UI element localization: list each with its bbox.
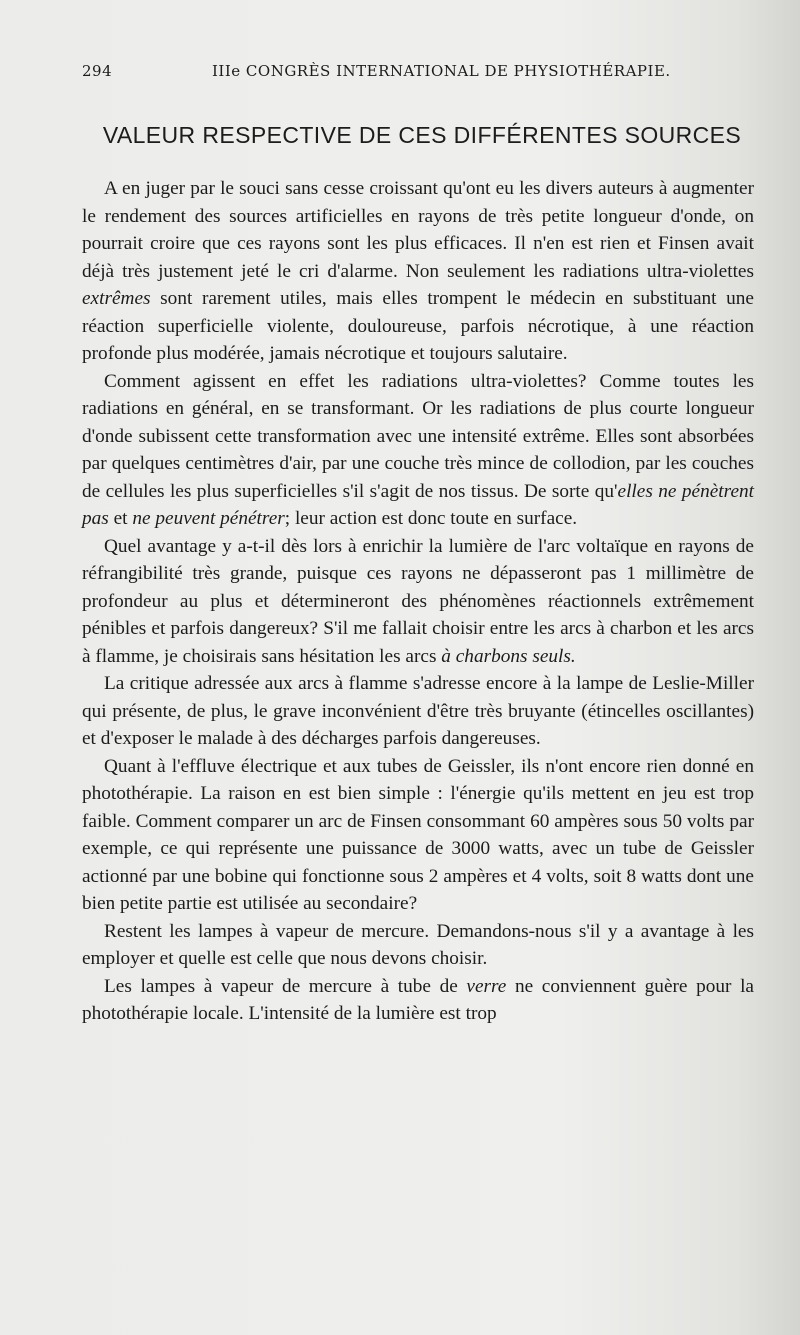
text-run: Les lampes à vapeur de mercure à tube de xyxy=(104,975,467,997)
italic-text: extrêmes xyxy=(82,288,151,309)
paragraph xyxy=(82,175,754,368)
page-number: 294 xyxy=(82,62,113,80)
body-text xyxy=(82,175,754,1028)
text-run: ; leur action est donc toute en surface. xyxy=(284,508,578,529)
paragraph xyxy=(82,368,754,533)
text-run: et xyxy=(108,508,133,529)
running-title: IIIe CONGRÈS INTERNATIONAL DE PHYSIOTHÉRAPIE. xyxy=(212,62,671,80)
running-header xyxy=(82,62,742,80)
italic-text: elles ne pénètrent pas xyxy=(82,480,754,529)
paragraph xyxy=(82,533,754,671)
paragraph xyxy=(82,670,754,753)
text-run: sont rarement utiles, mais elles trompent le médecin en substituant une réaction superficielle violente, douloureuse, parfois nécrotique, à une réaction profonde plus modérée, jamais nécrotique et toujours salutaire. xyxy=(82,288,754,364)
section-title: VALEUR RESPECTIVE DE CES DIFFÉRENTES SOURCES xyxy=(102,122,742,148)
text-run: ne conviennent guère pour la photothérapie locale. L'intensité de la lumière est trop xyxy=(82,975,754,1024)
text-run: Restent les lampes à vapeur de mercure. Demandons-nous s'il y a avantage à les employer et quelle est celle que nous devons choisir. xyxy=(82,920,754,969)
paragraph xyxy=(82,973,754,1028)
text-run: A en juger par le souci sans cesse croissant qu'ont eu les divers auteurs à augmenter le rendement des sources artificielles en rayons de très petite longueur d'onde, on pourrait croire que ces rayons sont les plus efficaces. Il n'en est rien et Finsen avait déjà très justement jeté le cri d'alarme. Non seulement les radiations ultra-violettes xyxy=(82,178,754,282)
italic-text: verre xyxy=(466,975,507,997)
text-run: Quel avantage y a-t-il dès lors à enrichir la lumière de l'arc voltaïque en rayons de réfrangibilité très grande, puisque ces rayons ne dépasseront pas 1 millimètre de profondeur au plus et détermineront des phénomènes réactionnels extrêmement pénibles et parfois dangereux? S'il me fallait choisir entre les arcs à charbon et les arcs à flamme, je choisirais sans hésitation les arcs xyxy=(82,535,754,667)
text-run: Quant à l'effluve électrique et aux tubes de Geissler, ils n'ont encore rien donné en photothérapie. La raison en est bien simple : l'énergie qu'ils mettent en jeu est trop faible. Comment comparer un arc de Finsen consommant 60 ampères sous 50 volts par exemple, ce qui représente une puissance de 3000 watts, avec un tube de Geissler actionné par une bobine qui fonctionne sous 2 ampères et 4 volts, soit 8 watts dont une bien petite partie est utilisée au secondaire? xyxy=(82,755,754,914)
text-run: Comment agissent en effet les radiations ultra-violettes? Comme toutes les radiations en général, en se transformant. Or les radiations de plus courte longueur d'onde subissent cette transformation avec une intensité extrême. Elles sont absorbées par quelques centimètres d'air, par une couche très mince de collodion, par les couches de cellules les plus superficielles s'il s'agit de nos tissus. De sorte qu' xyxy=(82,370,754,502)
paragraph xyxy=(82,753,754,918)
paragraph xyxy=(82,918,754,973)
italic-text: ne peuvent pénétrer xyxy=(132,508,285,529)
text-run: La critique adressée aux arcs à flamme s'adresse encore à la lampe de Leslie-Miller qui présente, de plus, le grave inconvénient d'être très bruyante (étincelles oscillantes) et d'exposer le malade à des décharges parfois dangereuses. xyxy=(82,673,754,749)
italic-text: à charbons seuls. xyxy=(441,645,576,667)
